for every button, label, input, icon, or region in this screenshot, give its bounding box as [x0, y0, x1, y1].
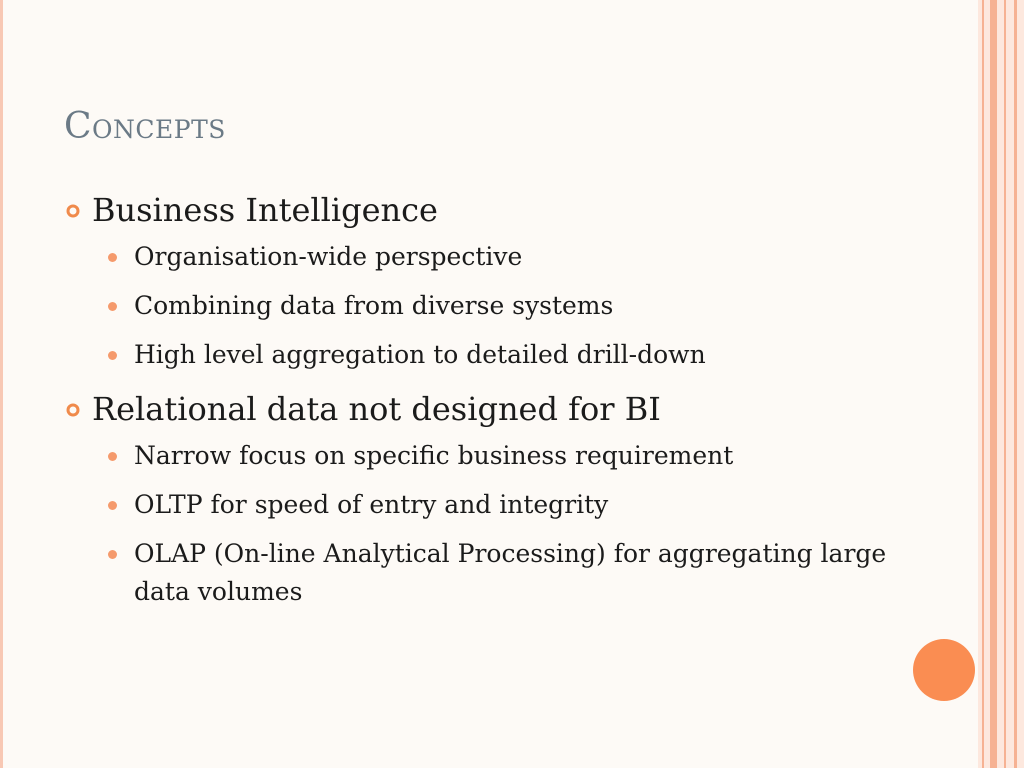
- sub-bullet-text: Combining data from diverse systems: [134, 291, 614, 320]
- slide-title: Concepts: [64, 106, 226, 147]
- dot-bullet-icon: [108, 253, 117, 262]
- sub-bullet-list: [108, 238, 946, 374]
- bullet-text: Relational data not designed for BI: [92, 390, 661, 428]
- sub-bullet-item: [108, 287, 946, 325]
- ring-bullet-icon: [66, 204, 80, 218]
- sub-bullet-list: [108, 437, 946, 611]
- left-border-stripe: [0, 0, 3, 768]
- sub-bullet-text: High level aggregation to detailed drill-down: [134, 340, 706, 369]
- sub-bullet-item: [108, 238, 946, 276]
- dot-bullet-icon: [108, 351, 117, 360]
- band-line: [1014, 0, 1017, 768]
- sub-bullet-text: Narrow focus on specific business requirement: [134, 441, 734, 470]
- right-decorative-band: [978, 0, 1024, 768]
- dot-bullet-icon: [108, 452, 117, 461]
- sub-bullet-item: [108, 336, 946, 374]
- dot-bullet-icon: [108, 501, 117, 510]
- band-line: [1004, 0, 1006, 768]
- dot-bullet-icon: [108, 550, 117, 559]
- dot-bullet-icon: [108, 302, 117, 311]
- sub-bullet-item: [108, 535, 946, 611]
- band-line: [982, 0, 984, 768]
- bullet-item: [66, 385, 946, 433]
- sub-bullet-text: OLTP for speed of entry and integrity: [134, 490, 609, 519]
- bullet-text: Business Intelligence: [92, 191, 438, 229]
- bullet-item: [66, 186, 946, 234]
- sub-bullet-text: OLAP (On-line Analytical Processing) for aggregating large data volumes: [134, 539, 887, 606]
- decorative-circle: [913, 639, 975, 701]
- slide-content: [66, 186, 946, 622]
- sub-bullet-item: [108, 437, 946, 475]
- ring-bullet-icon: [66, 403, 80, 417]
- sub-bullet-item: [108, 486, 946, 524]
- sub-bullet-text: Organisation-wide perspective: [134, 242, 523, 271]
- band-line: [990, 0, 997, 768]
